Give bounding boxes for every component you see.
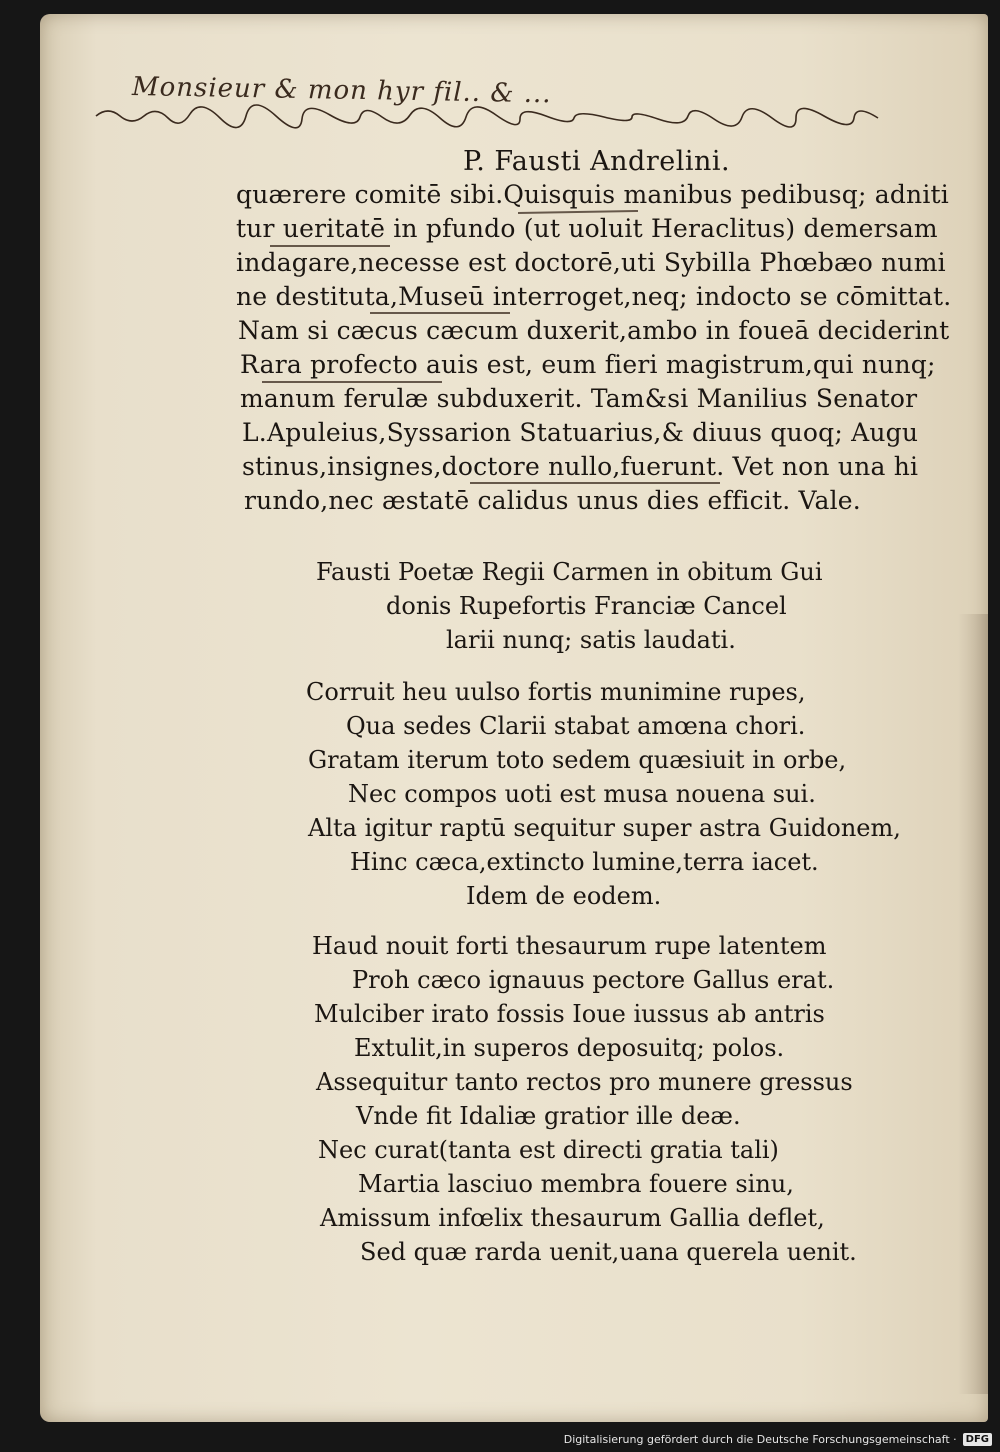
verse-line: Vnde fit Idaliæ gratior ille deæ. [356, 1102, 741, 1130]
digitization-credit [564, 1433, 992, 1446]
poem-title-line: donis Rupefortis Franciæ Cancel [386, 592, 787, 620]
prose-line: Rara profecto auis est, eum fieri magistrum,qui nunq; [240, 350, 936, 379]
verse-line: Amissum infœlix thesaurum Gallia deflet, [320, 1204, 825, 1232]
dfg-logo: DFG [963, 1433, 992, 1446]
verse-line: Assequitur tanto rectos pro munere gressus [316, 1068, 853, 1096]
verse-line: Nec curat(tanta est directi gratia tali) [318, 1136, 779, 1164]
verse-line: Proh cæco ignauus pectore Gallus erat. [352, 966, 835, 994]
handwritten-underline [470, 482, 720, 484]
handwritten-annotation-line: Monsieur & mon hyr fil.. & ... [131, 72, 552, 110]
verse-line: Martia lasciuo membra fouere sinu, [358, 1170, 794, 1198]
verse-line: Hinc cæca,extincto lumine,terra iacet. [350, 848, 819, 876]
handwritten-annotation-scribble [92, 94, 972, 134]
prose-line: stinus,insignes,doctore nullo,fuerunt. Vet non una hi [242, 452, 919, 481]
verse-line: Haud nouit forti thesaurum rupe latentem [312, 932, 827, 960]
handwritten-underline [262, 381, 442, 383]
prose-line: Nam si cæcus cæcum duxerit,ambo in foueā deciderint [238, 316, 950, 345]
prose-line: ne destituta,Museū interroget,neq; indocto se cōmittat. [236, 282, 952, 311]
verse-line: Mulciber irato fossis Ioue iussus ab antris [314, 1000, 825, 1028]
credit-text: Digitalisierung gefördert durch die Deutsche Forschungsgemeinschaft · [563, 1433, 957, 1446]
verse-line: Extulit,in superos deposuitq; polos. [354, 1034, 785, 1062]
prose-line: quærere comitē sibi.Quisquis manibus pedibusq; adniti [236, 180, 949, 209]
verse-line: Nec compos uoti est musa nouena sui. [348, 780, 816, 808]
prose-line: indagare,necesse est doctorē,uti Sybilla Phœbæo numi [236, 248, 946, 277]
verse-line: Alta igitur raptū sequitur super astra Guidonem, [308, 814, 901, 842]
prose-line: tur ueritatē in pfundo (ut uoluit Heraclitus) demersam [236, 214, 938, 243]
poem-title-line: larii nunq; satis laudati. [446, 626, 736, 654]
verse-line: Gratam iterum toto sedem quæsiuit in orbe, [308, 746, 847, 774]
running-head: P. Fausti Andrelini. [463, 146, 731, 177]
handwritten-underline [270, 245, 390, 247]
prose-line: manum ferulæ subduxerit. Tam&si Manilius Senator [240, 384, 918, 413]
prose-line: L.Apuleius,Syssarion Statuarius,& diuus quoq; Augu [242, 418, 919, 447]
verse-line: Qua sedes Clarii stabat amœna chori. [346, 712, 806, 740]
poem-title-line: Fausti Poetæ Regii Carmen in obitum Gui [316, 558, 823, 586]
verse-line: Sed quæ rarda uenit,uana querela uenit. [360, 1238, 857, 1266]
verse-line: Corruit heu uulso fortis munimine rupes, [306, 678, 806, 706]
handwritten-underline [370, 312, 510, 314]
prose-line: rundo,nec æstatē calidus unus dies efficit. Vale. [244, 486, 861, 515]
section-heading: Idem de eodem. [466, 882, 662, 910]
book-page [40, 14, 988, 1422]
